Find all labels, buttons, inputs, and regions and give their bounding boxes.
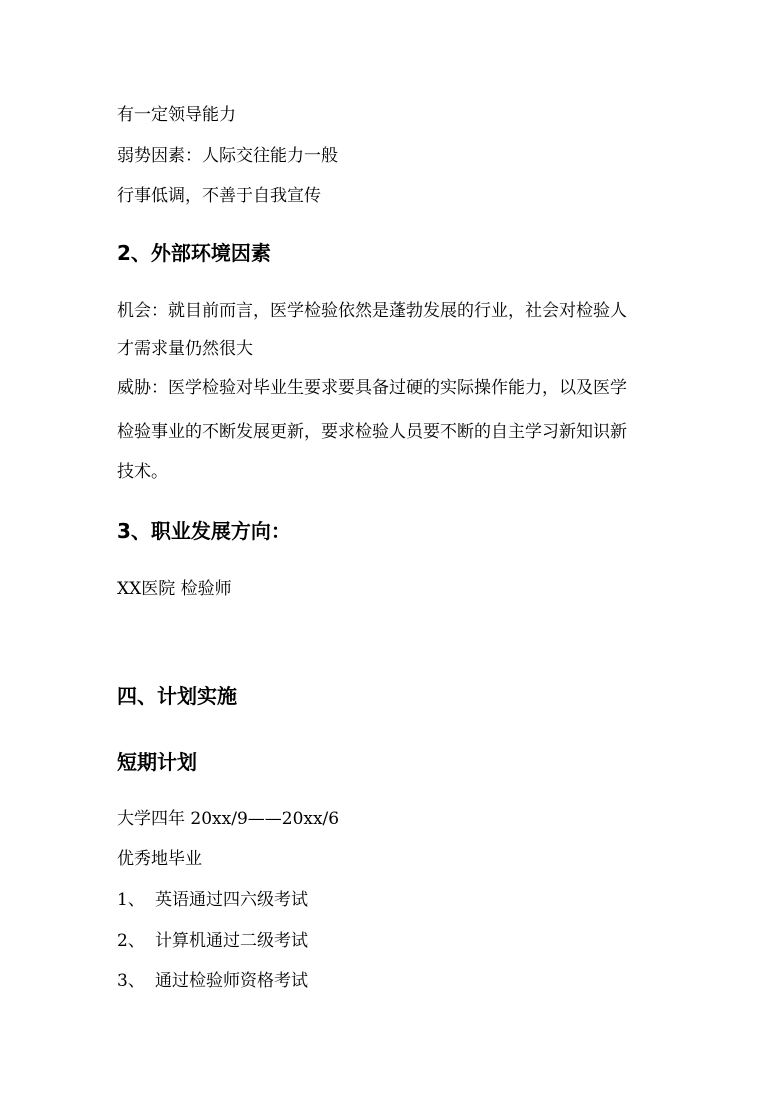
opportunity-line-2: 才需求量仍然很大 xyxy=(117,339,253,359)
list-item xyxy=(117,970,308,992)
threat-line-1: 威胁：医学检验对毕业生要求要具备过硬的实际操作能力，以及医学 xyxy=(117,378,627,398)
low-profile-line: 行事低调，不善于自我宣传 xyxy=(117,186,321,206)
plan-goal-line: 优秀地毕业 xyxy=(117,849,202,869)
opportunity-line-1: 机会：就目前而言，医学检验依然是蓬勃发展的行业，社会对检验人 xyxy=(117,301,627,321)
threat-line-3: 技术。 xyxy=(117,462,168,482)
plan-period-line: 大学四年 20xx/9——20xx/6 xyxy=(117,809,340,829)
leadership-line: 有一定领导能力 xyxy=(117,105,236,125)
list-item-text: 通过检验师资格考试 xyxy=(155,971,308,991)
section-heading-plan-implementation: 四、计划实施 xyxy=(117,684,237,708)
list-item-text: 计算机通过二级考试 xyxy=(155,931,308,951)
section-heading-career-direction: 3、职业发展方向： xyxy=(117,519,291,543)
list-item xyxy=(117,930,308,952)
list-item-number: 3、 xyxy=(117,971,145,991)
subheading-short-term-plan: 短期计划 xyxy=(117,750,197,774)
list-item-number: 2、 xyxy=(117,931,145,951)
list-item-number: 1、 xyxy=(117,890,145,910)
career-target-line: XX医院 检验师 xyxy=(117,579,232,599)
list-item-text: 英语通过四六级考试 xyxy=(155,890,308,910)
list-item xyxy=(117,889,308,911)
threat-line-2: 检验事业的不断发展更新，要求检验人员要不断的自主学习新知识新 xyxy=(117,422,627,442)
weakness-line: 弱势因素：人际交往能力一般 xyxy=(117,146,338,166)
section-heading-external-factors: 2、外部环境因素 xyxy=(117,241,271,265)
